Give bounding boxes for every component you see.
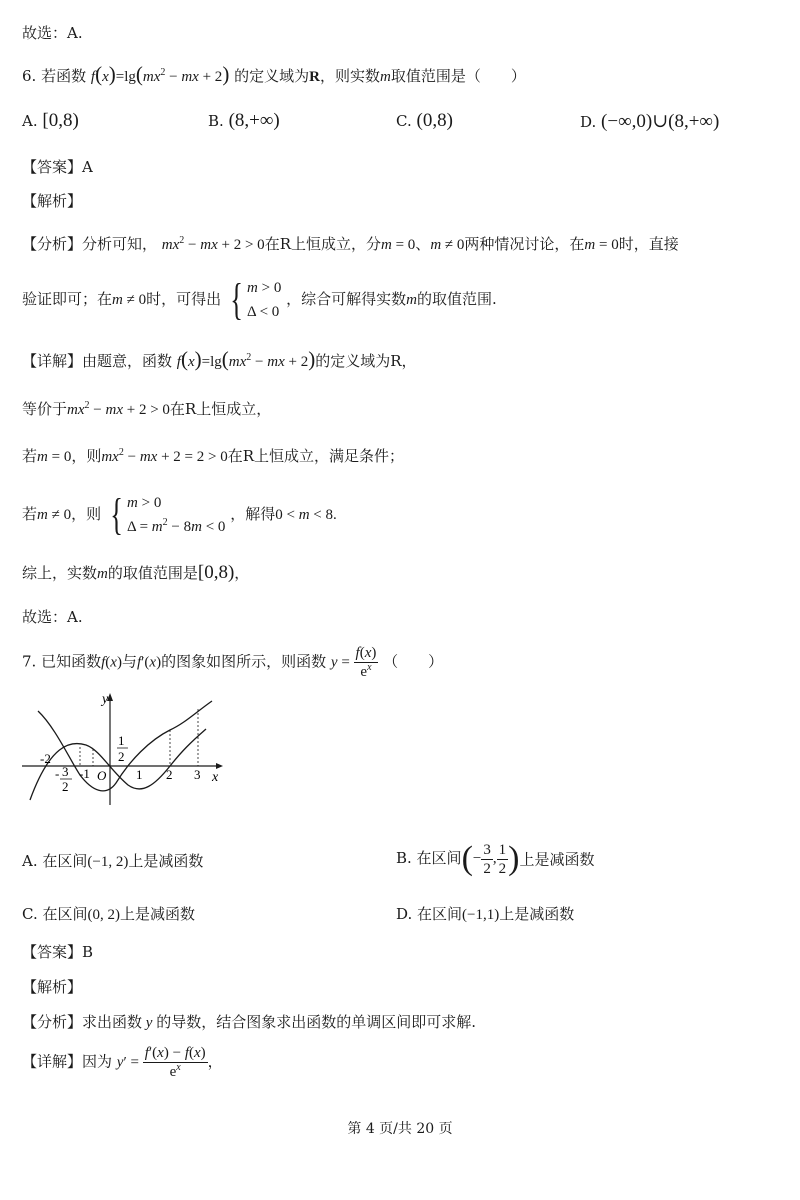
q7-fenxi: 【分析】求出函数 y 的导数，结合图象求出函数的单调区间即可求解. — [22, 1013, 476, 1031]
q6-fenxi-line1: 【分析】分析可知， $mx^2$ − mx + 2 > 0在R上恒成立，分m = 0、m ≠ 0两种情况讨论，在m = 0时，直接 — [22, 235, 679, 253]
svg-text:-: - — [55, 766, 60, 781]
q6-option-b[interactable]: B. (8,+∞) — [208, 110, 280, 131]
q6-selection: 故选：A. — [22, 608, 83, 626]
q6-detail-line2: 等价于$mx^2$ − mx + 2 > 0在R上恒成立， — [22, 400, 272, 418]
q7-analysis-heading: 【解析】 — [22, 978, 83, 996]
prev-answer-line: 故选：A. — [22, 24, 83, 42]
svg-text:x: x — [212, 770, 219, 785]
q6-condition-system: m > 0 Δ < 0 — [247, 280, 282, 320]
svg-text:1: 1 — [118, 733, 125, 748]
q6-detail-line1: 【详解】由题意，函数 $f(x)=\lg(mx^2$ − mx + 2)的定义域为R， — [22, 347, 417, 371]
svg-text:-2: -2 — [40, 751, 51, 766]
q6-answer: 【答案】A — [22, 158, 93, 176]
svg-text:y: y — [102, 692, 109, 707]
q7-option-b[interactable]: B. 在区间(− $\frac{3}{2}$ , $\frac{1}{2}$ )上是减函数 — [396, 840, 595, 877]
q6-detail-case-zero: 若m = 0，则$mx^2$ − mx + 2 = 2 > 0在R上恒成立，满足条件； — [22, 447, 404, 465]
q7-answer: 【答案】B — [22, 943, 94, 961]
q6-function-formula: $f(x)=\lg(mx^2$ − mx + 2) — [90, 62, 230, 86]
x-axis-arrow — [216, 763, 223, 769]
svg-text:2: 2 — [118, 749, 125, 764]
svg-text:-1: -1 — [79, 766, 90, 781]
q6-option-d[interactable]: D. (−∞,0)∪(8,+∞) — [580, 111, 720, 132]
q6-analysis-heading: 【解析】 — [22, 192, 83, 210]
q7-option-a[interactable]: A. 在区间(−1, 2)上是减函数 — [22, 852, 204, 870]
q6-detail-case-nonzero: 若m ≠ 0，则 { m > 0 $\Delta = m^2 - 8m < 0$ ，解得0 < m < 8. — [22, 490, 337, 539]
svg-text:1: 1 — [136, 767, 143, 782]
q6-summary: 综上，实数m的取值范围是[0,8)， — [22, 562, 250, 583]
q7-detail: 【详解】因为 y′ = $\frac{f'(x) - f(x)}{e^x}$ ， — [22, 1045, 223, 1080]
page-footer: 第 4 页/共 20 页 — [347, 1121, 453, 1137]
svg-text:O: O — [97, 768, 107, 783]
q7-number: 7. — [22, 652, 37, 671]
q7-option-d[interactable]: D. 在区间(−1,1)上是减函数 — [396, 905, 575, 923]
q7-option-c[interactable]: C. 在区间(0, 2)上是减函数 — [22, 905, 195, 923]
q6-option-c[interactable]: C. (0,8) — [396, 110, 453, 131]
q6-number: 6. — [22, 67, 37, 85]
q7-stem: 7. 已知函数f(x)与f′(x)的图象如图所示，则函数 y = $\frac{f(x)}{e^x}$ （ ） — [22, 645, 444, 680]
svg-text:3: 3 — [194, 767, 201, 782]
svg-text:2: 2 — [62, 779, 69, 794]
q6-fenxi-line2: 验证即可；在m ≠ 0时，可得出 { m > 0 Δ < 0 ，综合可解得实数m的取值范围. — [22, 275, 497, 324]
svg-text:3: 3 — [62, 764, 69, 779]
q6-stem: 6. 若函数 $f(x)=\lg(mx^2$ − mx + 2) 的定义域为R，则实数m取值范围是（ ） — [22, 62, 526, 86]
q7-function-graph — [20, 685, 230, 810]
q6-option-a[interactable]: A. [0,8) — [22, 110, 79, 131]
svg-text:2: 2 — [166, 767, 173, 782]
